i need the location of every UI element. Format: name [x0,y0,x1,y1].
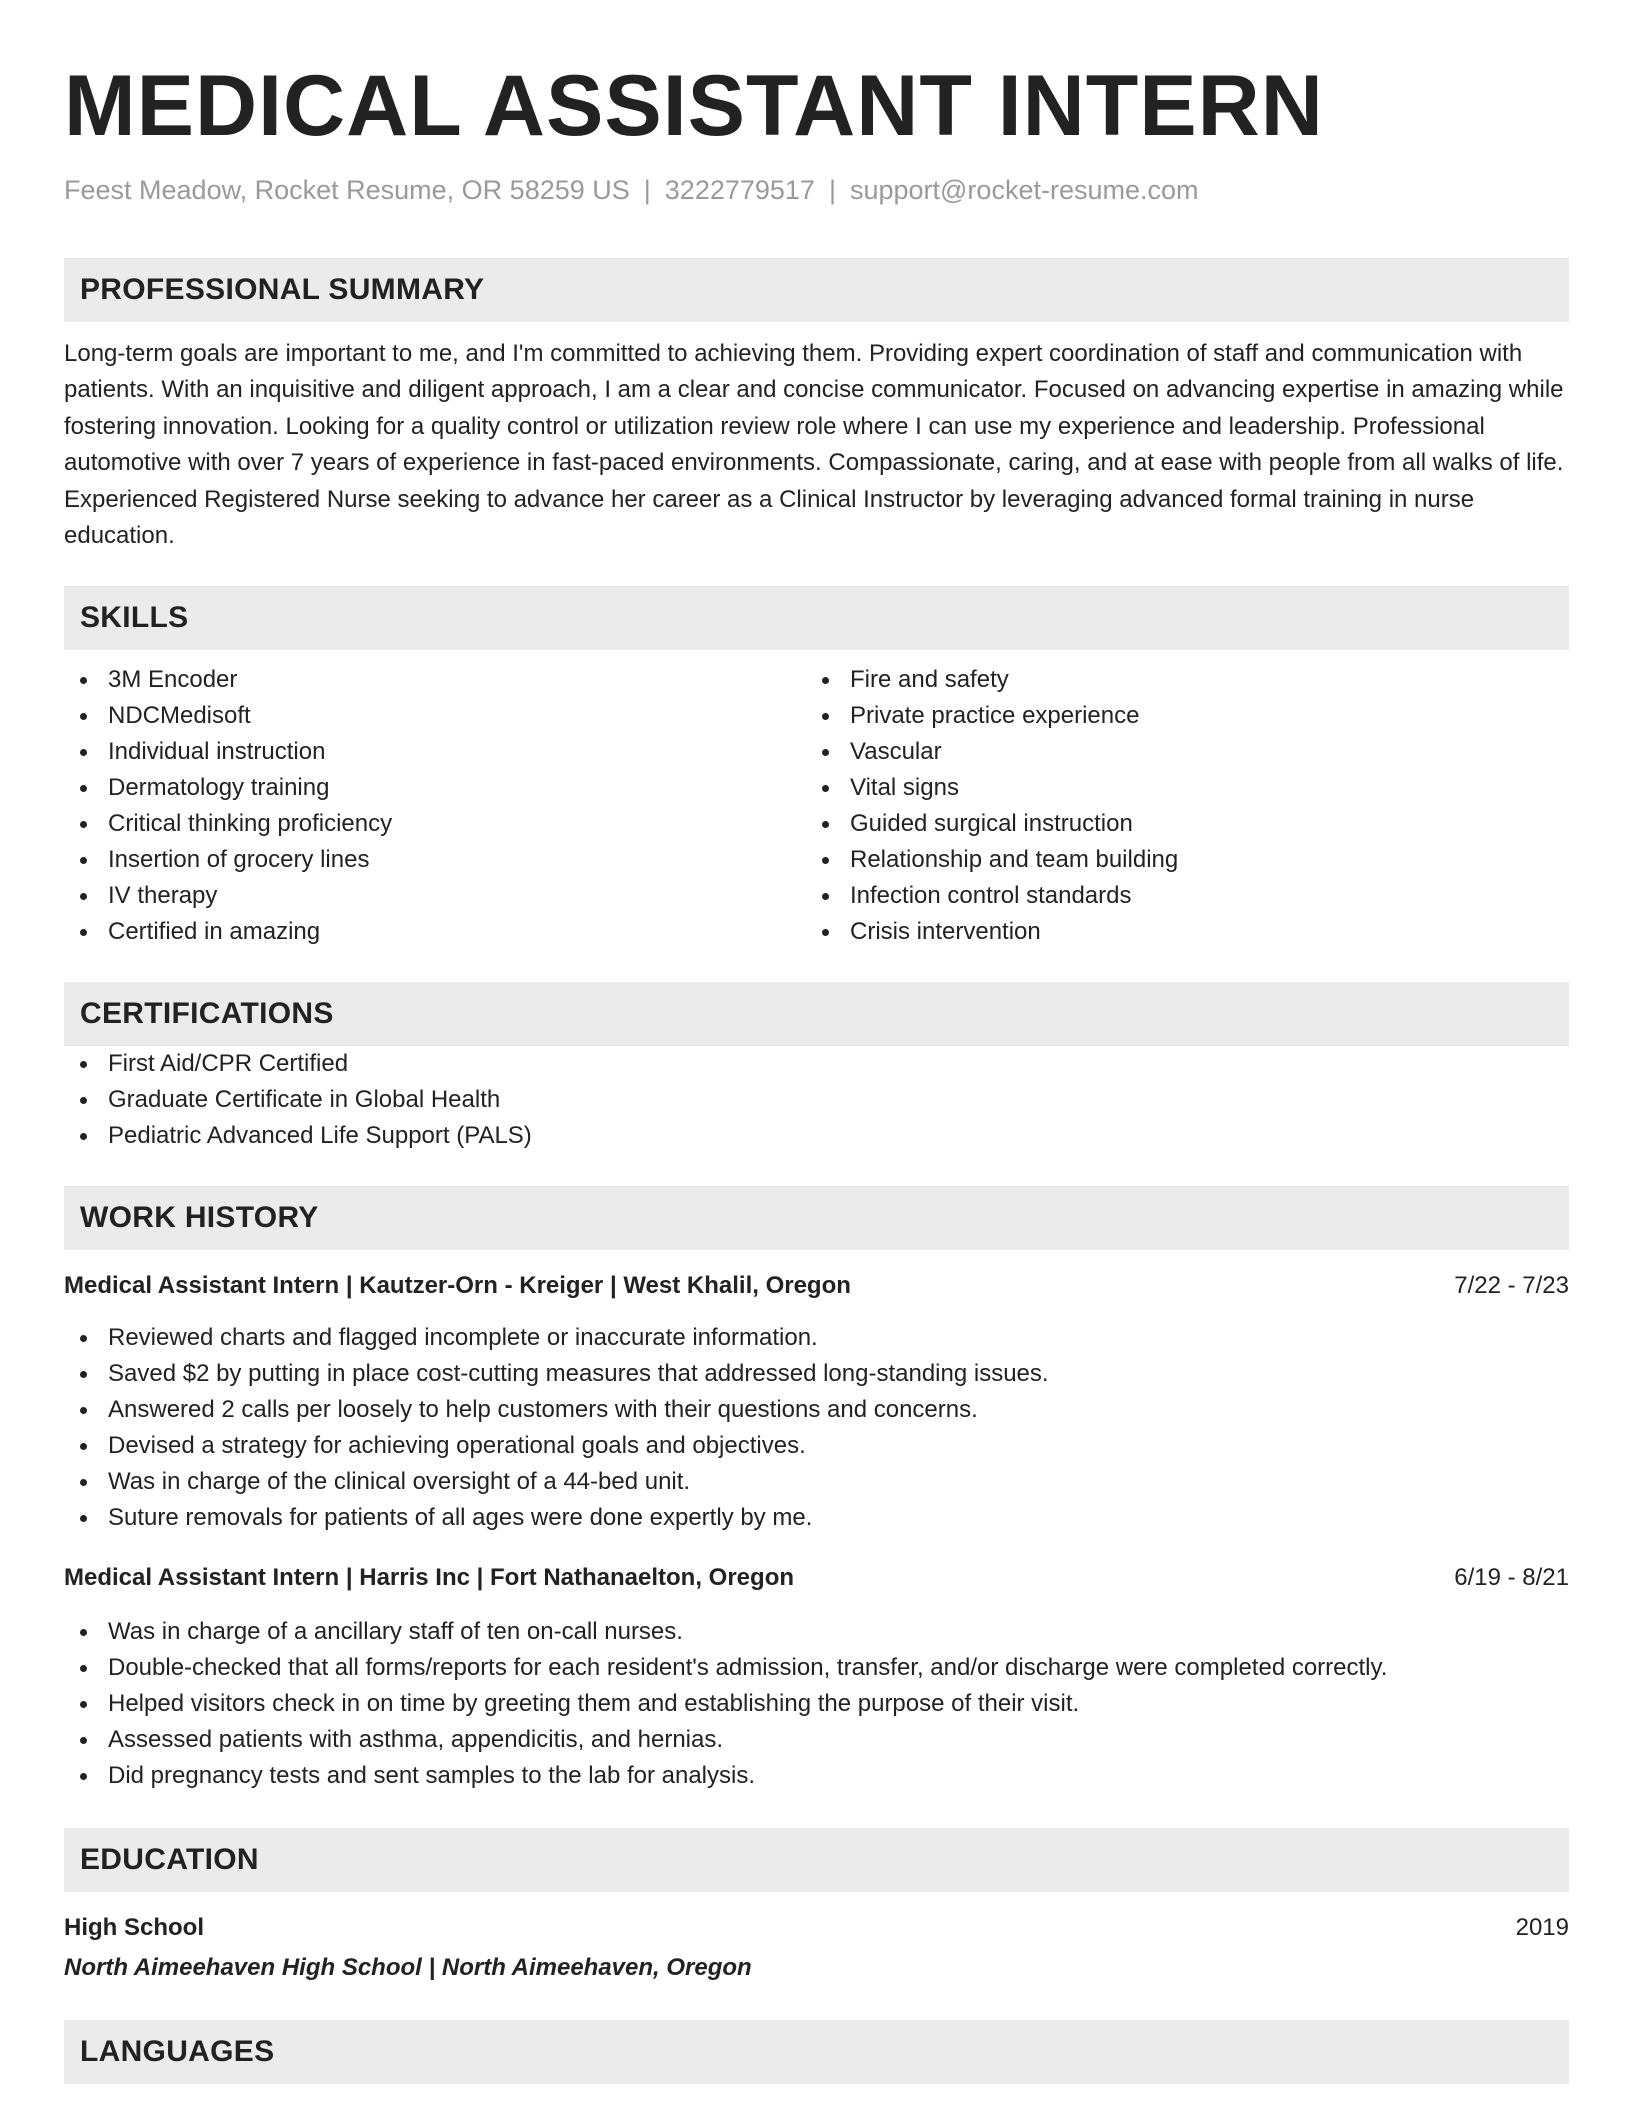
education-header [64,1910,1569,1946]
skill-item: Guided surgical instruction [806,806,1548,842]
job-header [64,1268,1569,1304]
job-dates: 7/22 - 7/23 [1454,1272,1569,1300]
contact-address: Feest Meadow, Rocket Resume, OR 58259 US [64,175,630,205]
job-header [64,1560,1569,1596]
education-school: North Aimeehaven High School | North Aimeehaven, Oregon [64,1954,752,1982]
skill-item: IV therapy [64,878,806,914]
skills-list-right [806,662,1548,950]
contact-phone: 3222779517 [664,175,815,205]
job-duty: Did pregnancy tests and sent samples to the lab for analysis. [64,1758,1569,1794]
job-entry [64,1268,1569,1536]
skill-item: Infection control standards [806,878,1548,914]
skill-item: NDCMedisoft [64,698,806,734]
certification-item: Graduate Certificate in Global Health [64,1082,1569,1118]
certifications-list [64,1046,1569,1154]
skills-heading: SKILLS [64,586,1569,650]
summary-text: Long-term goals are important to me, and I'm committed to achieving them. Providing expert coordination of staff and communication with patients. With an inquisitive and diligent approach, I am a clear and concise communicator. Focused on advancing expertise in amazing while fostering innovation. Looking for a quality control or utilization review role where I can use my experience and leadership. Professional automotive with over 7 years of experience in fast-paced environments. Compassionate, caring, and at ease with people from all walks of life. Experienced Registered Nurse seeking to advance her career as a Clinical Instructor by leveraging advanced formal training in nurse education. [64,340,1564,550]
candidate-title: MEDICAL ASSISTANT INTERN [64,58,1324,154]
skill-item: Individual instruction [64,734,806,770]
skill-item: Certified in amazing [64,914,806,950]
job-duty: Helped visitors check in on time by greeting them and establishing the purpose of their visit. [64,1686,1569,1722]
skill-item: Private practice experience [806,698,1548,734]
certification-item: Pediatric Advanced Life Support (PALS) [64,1118,1569,1154]
skill-item: 3M Encoder [64,662,806,698]
contact-email: support@rocket-resume.com [849,175,1199,205]
skill-item: Crisis intervention [806,914,1548,950]
contact-separator: | [643,175,651,205]
skill-item: Vital signs [806,770,1548,806]
job-duty: Answered 2 calls per loosely to help customers with their questions and concerns. [64,1392,1569,1428]
skill-item: Dermatology training [64,770,806,806]
job-duty: Reviewed charts and flagged incomplete or inaccurate information. [64,1320,1569,1356]
job-duties-list [64,1320,1569,1536]
certifications-heading: CERTIFICATIONS [64,982,1569,1046]
job-duty: Assessed patients with asthma, appendicitis, and hernias. [64,1722,1569,1758]
job-duty: Double-checked that all forms/reports for each resident's admission, transfer, and/or discharge were completed correctly. [64,1650,1569,1686]
education-heading: EDUCATION [64,1828,1569,1892]
summary-heading: PROFESSIONAL SUMMARY [64,258,1569,322]
skills-list-left [64,662,806,950]
job-title: Medical Assistant Intern | Kautzer-Orn - Kreiger | West Khalil, Oregon [64,1272,851,1300]
skill-item: Relationship and team building [806,842,1548,878]
job-entry [64,1560,1569,1794]
skills-columns [64,662,1569,950]
job-duty: Suture removals for patients of all ages were done expertly by me. [64,1500,1569,1536]
job-duties-list [64,1614,1569,1794]
education-year: 2019 [1515,1914,1569,1942]
contact-line [64,174,1569,206]
job-title: Medical Assistant Intern | Harris Inc | Fort Nathanaelton, Oregon [64,1564,795,1592]
job-duty: Devised a strategy for achieving operational goals and objectives. [64,1428,1569,1464]
skill-item: Fire and safety [806,662,1548,698]
work-history-heading: WORK HISTORY [64,1186,1569,1250]
languages-heading: LANGUAGES [64,2020,1569,2084]
job-duty: Was in charge of the clinical oversight of a 44-bed unit. [64,1464,1569,1500]
job-dates: 6/19 - 8/21 [1454,1564,1569,1592]
job-duty: Saved $2 by putting in place cost-cutting measures that addressed long-standing issues. [64,1356,1569,1392]
contact-separator: | [828,175,836,205]
education-degree: High School [64,1914,204,1942]
skill-item: Vascular [806,734,1548,770]
education-entry [64,1910,1569,1986]
certification-item: First Aid/CPR Certified [64,1046,1569,1082]
skill-item: Critical thinking proficiency [64,806,806,842]
skill-item: Insertion of grocery lines [64,842,806,878]
job-duty: Was in charge of a ancillary staff of ten on-call nurses. [64,1614,1569,1650]
